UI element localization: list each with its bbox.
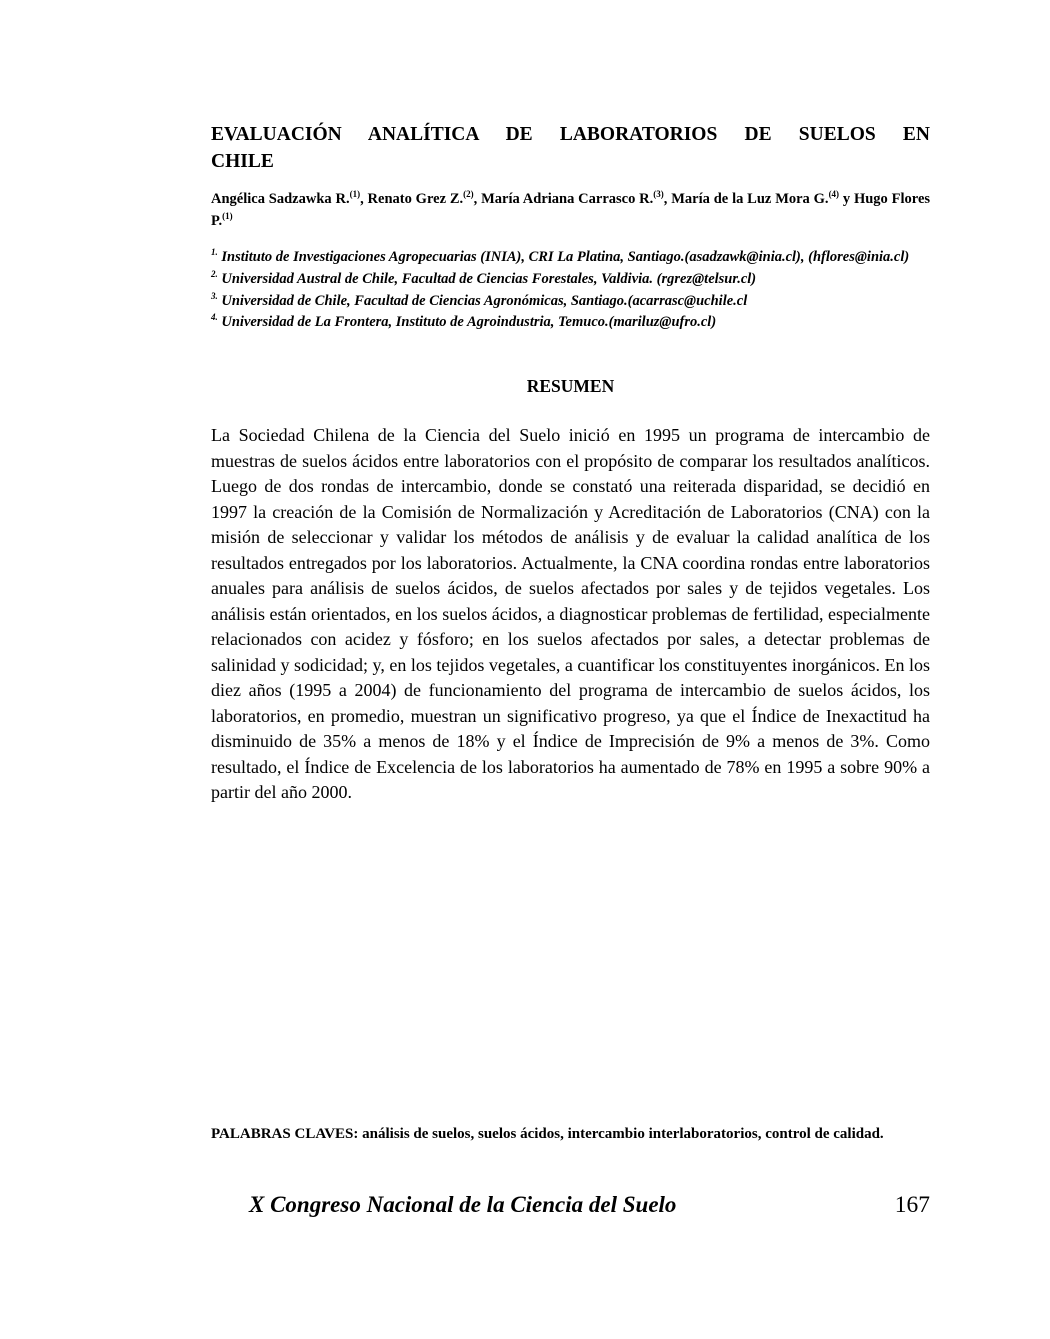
author-name: María de la Luz Mora G. [671,191,829,207]
paper-title-line-2: CHILE [211,151,274,172]
author-name: Angélica Sadzawka R. [211,191,350,207]
section-heading-resumen: RESUMEN [526,376,615,396]
author-affiliation-superscript: (2) [463,189,474,200]
affiliation-number-superscript: 4. [211,312,218,323]
affiliation-number-superscript: 1. [211,247,218,258]
author-name: Renato Grez Z. [367,191,464,207]
author-affiliation-superscript: (3) [653,189,664,200]
keywords-line: PALABRAS CLAVES: análisis de suelos, suelos ácidos, intercambio interlaboratorios, control de calidad. [211,1126,884,1142]
affiliation-text: Instituto de Investigaciones Agropecuarias (INIA), CRI La Platina, Santiago.(asadzawk@inia.cl), (hflores@inia.cl) [217,249,910,265]
affiliation-number-superscript: 3. [211,290,218,301]
footer-page-number: 167 [894,1192,930,1218]
affiliation-text: Universidad Austral de Chile, Facultad de Ciencias Forestales, Valdivia. (rgrez@telsur.cl) [217,270,757,287]
footer-conference-title: X Congreso Nacional de la Ciencia del Suelo [249,1192,677,1217]
author-affiliation-superscript: (4) [828,189,840,200]
paper-title-line-1: EVALUACIÓN ANALÍTICA DE LABORATORIOS DE SUELOS EN [211,124,930,145]
affiliation-line [211,269,930,291]
affiliation-line [211,312,930,334]
affiliation-text: Universidad de Chile, Facultad de Ciencias Agronómicas, Santiago.(acarrasc@uchile.cl [217,292,748,309]
author-affiliation-superscript: (1) [349,189,361,200]
abstract-paragraph: La Sociedad Chilena de la Ciencia del Suelo inició en 1995 un programa de intercambio de muestras de suelos ácidos entre laboratorios con el propósito de comparar los resultados analíticos. Luego de dos rondas de intercambio, donde se constató una reiterada disparidad, se decidió en 1997 la creación de la Comisión de Normalización y Acreditación de Laboratorios (CNA) con la misión de seleccionar y validar los métodos de análisis y de evaluar la calidad analítica de los resultados entregados por los laboratorios. Actualmente, la CNA coordina rondas entre laboratorios anuales para análisis de suelos ácidos, de suelos afectados por sales y de tejidos vegetales. Los análisis están orientados, en los suelos ácidos, a diagnosticar problemas de fertilidad, especialmente relacionados con acidez y fósforo; en los suelos afectados por sales, a detectar problemas de salinidad y sodicidad; y, en los tejidos vegetales, a cuantificar los constituyentes inorgánicos. En los diez años (1995 a 2004) de funcionamiento del programa de intercambio de suelos ácidos, los laboratorios, en promedio, muestran un significativo progreso, ya que el Índice de Inexactitud ha disminuido de 35% a menos de 18% y el Índice de Imprecisión de 9% a menos de 3%. Como resultado, el Índice de Excelencia de los laboratorios ha aumentado de 78% en 1995 a sobre 90% a partir del año 2000. [211,425,930,802]
page-footer [211,1192,930,1219]
affiliation-number-superscript: 2. [211,268,218,279]
author-affiliation-superscript: (1) [222,210,233,221]
author-name: Hugo Flores P. [211,191,931,229]
affiliation-text: Universidad de La Frontera, Instituto de Agroindustria, Temuco.(mariluz@ufro.cl) [217,314,717,331]
authors-line: Angélica Sadzawka R.$^{(1)}$, Renato Grez Z.$^{(2)}$, María Adriana Carrasco R.$^{(3)}$, María de la Luz Mora G.$^{(4)}$ y Hugo Flores P.$^{(1)}$ [211,189,931,229]
affiliations-list [211,247,930,334]
affiliation-line [211,247,930,269]
affiliation-line [211,291,930,313]
author-name: María Adriana Carrasco R. [481,191,654,207]
paper-title [211,121,930,175]
